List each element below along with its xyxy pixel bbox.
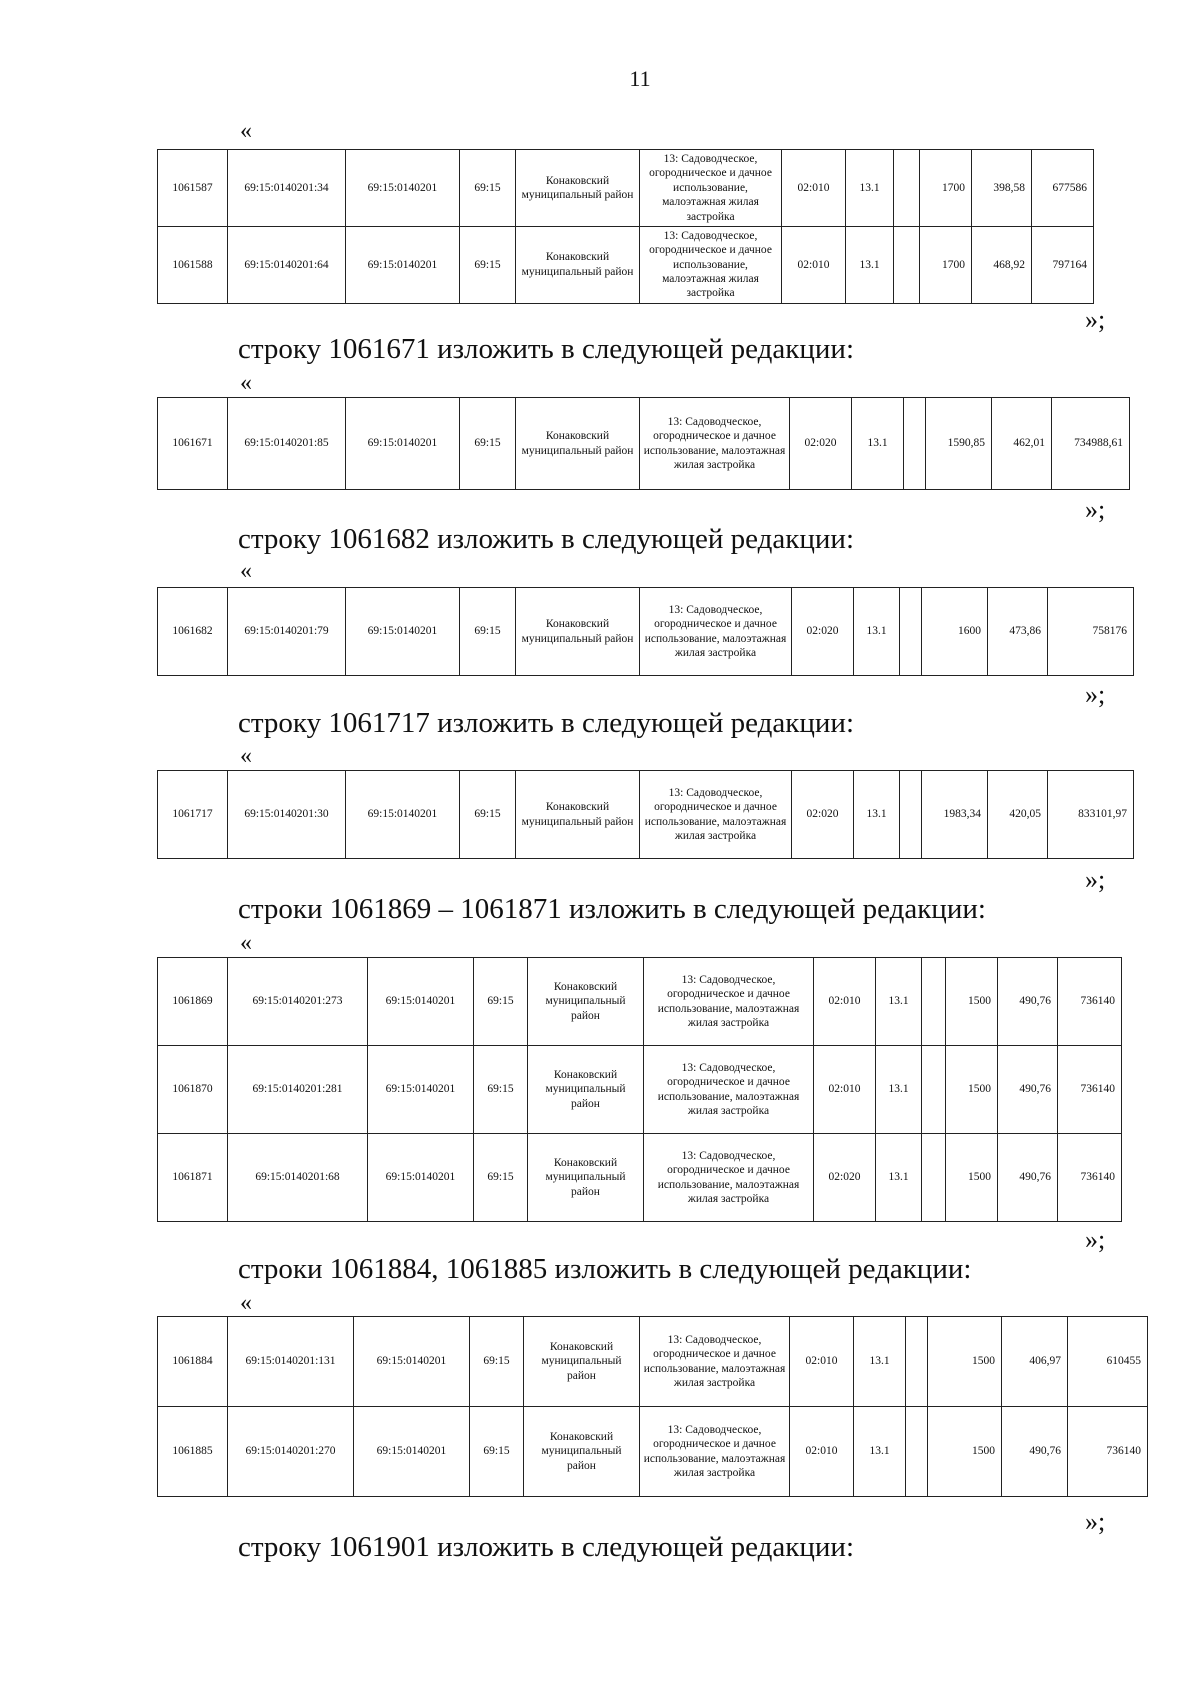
cadastral-table — [157, 149, 1094, 304]
blank-cell-cell — [894, 150, 920, 227]
rate-group-cell: 13.1 — [854, 1317, 906, 1407]
municipality-cell: Конаковский муниципальный район — [528, 1134, 644, 1222]
specific-value-cell: 490,76 — [998, 958, 1058, 1046]
cadastral-quarter-cell: 69:15:0140201 — [346, 150, 460, 227]
cadastral-number-cell: 69:15:0140201:85 — [228, 398, 346, 490]
cadastral-table — [157, 587, 1134, 676]
cadastral-quarter-cell: 69:15:0140201 — [354, 1407, 470, 1497]
cadastral-district-cell: 69:15 — [470, 1407, 524, 1497]
rate-group-cell: 13.1 — [876, 1134, 922, 1222]
opening-quote: « — [240, 930, 252, 956]
row-id-cell: 1061871 — [158, 1134, 228, 1222]
section-heading: строку 1061717 изложить в следующей редакции: — [238, 707, 854, 739]
table-row — [158, 958, 1122, 1046]
area-cell: 1590,85 — [926, 398, 992, 490]
row-id-cell: 1061587 — [158, 150, 228, 227]
row-id-cell: 1061869 — [158, 958, 228, 1046]
cadastral-number-cell: 69:15:0140201:131 — [228, 1317, 354, 1407]
cadastral-district-cell: 69:15 — [470, 1317, 524, 1407]
row-id-cell: 1061588 — [158, 226, 228, 303]
municipality-cell: Конаковский муниципальный район — [516, 771, 640, 859]
zone-code-cell: 02:020 — [792, 588, 854, 676]
municipality-cell: Конаковский муниципальный район — [528, 1046, 644, 1134]
closing-quote: »; — [1085, 680, 1106, 709]
zone-code-cell: 02:010 — [790, 1407, 854, 1497]
cadastral-table — [157, 397, 1130, 490]
blank-cell-cell — [906, 1317, 928, 1407]
opening-quote: « — [240, 558, 252, 584]
zone-code-cell: 02:010 — [782, 150, 846, 227]
land-use-group-cell: 13: Садоводческое, огородническое и дачное использование, малоэтажная жилая застройка — [640, 226, 782, 303]
cadastral-value-cell: 677586 — [1032, 150, 1094, 227]
rate-group-cell: 13.1 — [846, 150, 894, 227]
area-cell: 1700 — [920, 226, 972, 303]
blank-cell-cell — [906, 1407, 928, 1497]
page-number: 11 — [629, 66, 651, 91]
section-heading: строки 1061884, 1061885 изложить в следующей редакции: — [238, 1253, 972, 1285]
table-row — [158, 1317, 1148, 1407]
cadastral-district-cell: 69:15 — [460, 771, 516, 859]
closing-quote: »; — [1085, 865, 1106, 894]
zone-code-cell: 02:020 — [814, 1134, 876, 1222]
municipality-cell: Конаковский муниципальный район — [524, 1407, 640, 1497]
table-row — [158, 588, 1134, 676]
specific-value-cell: 406,97 — [1002, 1317, 1068, 1407]
specific-value-cell: 490,76 — [998, 1046, 1058, 1134]
row-id-cell: 1061717 — [158, 771, 228, 859]
blank-cell-cell — [922, 1134, 946, 1222]
zone-code-cell: 02:020 — [792, 771, 854, 859]
specific-value-cell: 490,76 — [998, 1134, 1058, 1222]
cadastral-quarter-cell: 69:15:0140201 — [346, 588, 460, 676]
blank-cell-cell — [894, 226, 920, 303]
section-heading: строки 1061869 – 1061871 изложить в следующей редакции: — [238, 893, 986, 925]
cadastral-quarter-cell: 69:15:0140201 — [368, 958, 474, 1046]
cadastral-value-cell: 797164 — [1032, 226, 1094, 303]
rate-group-cell: 13.1 — [852, 398, 904, 490]
cadastral-number-cell: 69:15:0140201:281 — [228, 1046, 368, 1134]
opening-quote: « — [240, 743, 252, 769]
cadastral-district-cell: 69:15 — [474, 1134, 528, 1222]
zone-code-cell: 02:010 — [782, 226, 846, 303]
land-use-group-cell: 13: Садоводческое, огородническое и дачное использование, малоэтажная жилая застройка — [640, 771, 792, 859]
closing-quote: »; — [1085, 1507, 1106, 1536]
blank-cell-cell — [900, 588, 922, 676]
blank-cell-cell — [900, 771, 922, 859]
cadastral-table — [157, 770, 1134, 859]
cadastral-value-cell: 736140 — [1068, 1407, 1148, 1497]
row-id-cell: 1061884 — [158, 1317, 228, 1407]
cadastral-value-cell: 833101,97 — [1048, 771, 1134, 859]
rate-group-cell: 13.1 — [854, 1407, 906, 1497]
cadastral-number-cell: 69:15:0140201:34 — [228, 150, 346, 227]
area-cell: 1600 — [922, 588, 988, 676]
municipality-cell: Конаковский муниципальный район — [516, 226, 640, 303]
area-cell: 1500 — [946, 1046, 998, 1134]
cadastral-quarter-cell: 69:15:0140201 — [346, 398, 460, 490]
row-id-cell: 1061682 — [158, 588, 228, 676]
rate-group-cell: 13.1 — [854, 588, 900, 676]
rate-group-cell: 13.1 — [846, 226, 894, 303]
cadastral-quarter-cell: 69:15:0140201 — [368, 1134, 474, 1222]
area-cell: 1500 — [928, 1407, 1002, 1497]
cadastral-table — [157, 957, 1122, 1222]
zone-code-cell: 02:020 — [790, 398, 852, 490]
zone-code-cell: 02:010 — [814, 1046, 876, 1134]
zone-code-cell: 02:010 — [814, 958, 876, 1046]
area-cell: 1500 — [946, 958, 998, 1046]
opening-quote: « — [240, 1290, 252, 1316]
cadastral-number-cell: 69:15:0140201:64 — [228, 226, 346, 303]
blank-cell-cell — [904, 398, 926, 490]
land-use-group-cell: 13: Садоводческое, огородническое и дачное использование, малоэтажная жилая застройка — [640, 588, 792, 676]
section-heading: строку 1061671 изложить в следующей редакции: — [238, 333, 854, 365]
municipality-cell: Конаковский муниципальный район — [528, 958, 644, 1046]
municipality-cell: Конаковский муниципальный район — [516, 398, 640, 490]
area-cell: 1700 — [920, 150, 972, 227]
blank-cell-cell — [922, 1046, 946, 1134]
closing-quote: »; — [1085, 495, 1106, 524]
specific-value-cell: 462,01 — [992, 398, 1052, 490]
zone-code-cell: 02:010 — [790, 1317, 854, 1407]
land-use-group-cell: 13: Садоводческое, огородническое и дачное использование, малоэтажная жилая застройка — [644, 958, 814, 1046]
cadastral-district-cell: 69:15 — [460, 150, 516, 227]
land-use-group-cell: 13: Садоводческое, огородническое и дачное использование, малоэтажная жилая застройка — [640, 1317, 790, 1407]
cadastral-table — [157, 1316, 1148, 1497]
table-row — [158, 1046, 1122, 1134]
land-use-group-cell: 13: Садоводческое, огородническое и дачное использование, малоэтажная жилая застройка — [640, 1407, 790, 1497]
table-row — [158, 1407, 1148, 1497]
cadastral-quarter-cell: 69:15:0140201 — [346, 771, 460, 859]
rate-group-cell: 13.1 — [876, 958, 922, 1046]
cadastral-value-cell: 736140 — [1058, 1046, 1122, 1134]
cadastral-quarter-cell: 69:15:0140201 — [368, 1046, 474, 1134]
cadastral-district-cell: 69:15 — [460, 226, 516, 303]
table-row — [158, 226, 1094, 303]
row-id-cell: 1061671 — [158, 398, 228, 490]
cadastral-number-cell: 69:15:0140201:273 — [228, 958, 368, 1046]
land-use-group-cell: 13: Садоводческое, огородническое и дачное использование, малоэтажная жилая застройка — [640, 398, 790, 490]
area-cell: 1983,34 — [922, 771, 988, 859]
specific-value-cell: 473,86 — [988, 588, 1048, 676]
cadastral-quarter-cell: 69:15:0140201 — [354, 1317, 470, 1407]
area-cell: 1500 — [928, 1317, 1002, 1407]
table-row — [158, 398, 1130, 490]
municipality-cell: Конаковский муниципальный район — [516, 150, 640, 227]
area-cell: 1500 — [946, 1134, 998, 1222]
specific-value-cell: 398,58 — [972, 150, 1032, 227]
specific-value-cell: 468,92 — [972, 226, 1032, 303]
cadastral-district-cell: 69:15 — [460, 588, 516, 676]
land-use-group-cell: 13: Садоводческое, огородническое и дачное использование, малоэтажная жилая застройка — [640, 150, 782, 227]
row-id-cell: 1061885 — [158, 1407, 228, 1497]
cadastral-number-cell: 69:15:0140201:68 — [228, 1134, 368, 1222]
table-row — [158, 150, 1094, 227]
specific-value-cell: 490,76 — [1002, 1407, 1068, 1497]
rate-group-cell: 13.1 — [876, 1046, 922, 1134]
cadastral-district-cell: 69:15 — [460, 398, 516, 490]
closing-quote: »; — [1085, 1225, 1106, 1254]
cadastral-value-cell: 610455 — [1068, 1317, 1148, 1407]
cadastral-district-cell: 69:15 — [474, 958, 528, 1046]
section-heading: строку 1061682 изложить в следующей редакции: — [238, 523, 854, 555]
municipality-cell: Конаковский муниципальный район — [524, 1317, 640, 1407]
specific-value-cell: 420,05 — [988, 771, 1048, 859]
closing-quote: »; — [1085, 305, 1106, 334]
land-use-group-cell: 13: Садоводческое, огородническое и дачное использование, малоэтажная жилая застройка — [644, 1046, 814, 1134]
cadastral-value-cell: 736140 — [1058, 958, 1122, 1046]
opening-quote: « — [240, 370, 252, 396]
cadastral-quarter-cell: 69:15:0140201 — [346, 226, 460, 303]
row-id-cell: 1061870 — [158, 1046, 228, 1134]
cadastral-value-cell: 736140 — [1058, 1134, 1122, 1222]
municipality-cell: Конаковский муниципальный район — [516, 588, 640, 676]
opening-quote: « — [240, 118, 252, 144]
blank-cell-cell — [922, 958, 946, 1046]
cadastral-number-cell: 69:15:0140201:79 — [228, 588, 346, 676]
section-heading: строку 1061901 изложить в следующей редакции: — [238, 1531, 854, 1563]
table-row — [158, 1134, 1122, 1222]
cadastral-district-cell: 69:15 — [474, 1046, 528, 1134]
cadastral-value-cell: 734988,61 — [1052, 398, 1130, 490]
cadastral-value-cell: 758176 — [1048, 588, 1134, 676]
rate-group-cell: 13.1 — [854, 771, 900, 859]
land-use-group-cell: 13: Садоводческое, огородническое и дачное использование, малоэтажная жилая застройка — [644, 1134, 814, 1222]
cadastral-number-cell: 69:15:0140201:270 — [228, 1407, 354, 1497]
cadastral-number-cell: 69:15:0140201:30 — [228, 771, 346, 859]
table-row — [158, 771, 1134, 859]
